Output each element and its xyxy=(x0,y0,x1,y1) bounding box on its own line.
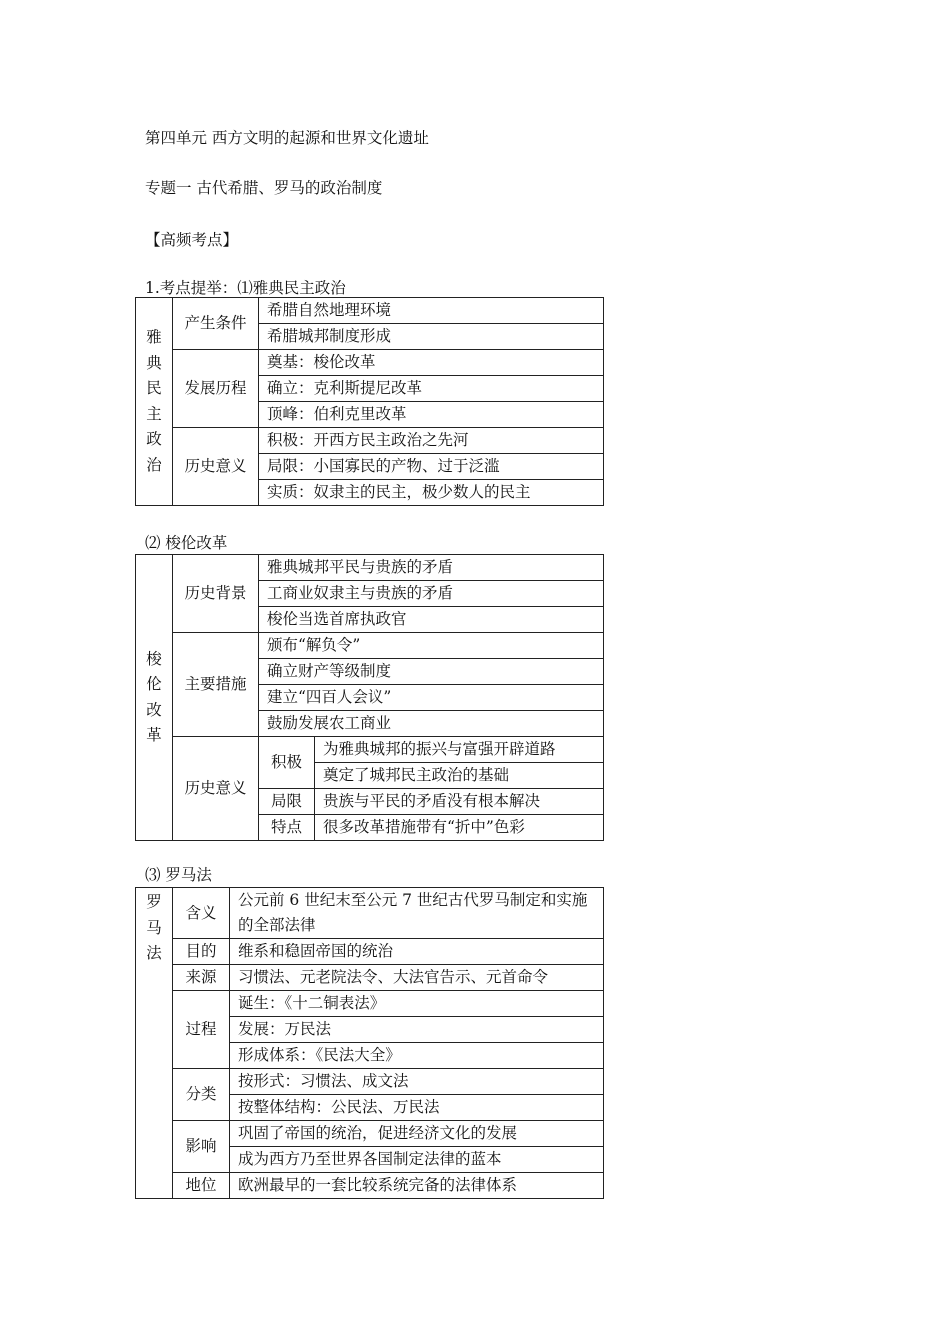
section-label: 【高频考点】 xyxy=(145,231,239,249)
table-cell: 很多改革措施带有“折中”色彩 xyxy=(315,815,604,841)
table-cell: 鼓励发展农工商业 xyxy=(259,711,604,737)
table-cell: 颁布“解负令” xyxy=(259,633,604,659)
table-cell: 诞生：《十二铜表法》 xyxy=(230,991,604,1017)
table-cell: 习惯法、元老院法令、大法官告示、元首命令 xyxy=(230,965,604,991)
sub-label: 局限 xyxy=(259,789,315,815)
table-cell: 贵族与平民的矛盾没有根本解决 xyxy=(315,789,604,815)
table-cell: 奠定了城邦民主政治的基础 xyxy=(315,763,604,789)
table-cell: 维系和稳固帝国的统治 xyxy=(230,939,604,965)
table-cell: 积极：开西方民主政治之先河 xyxy=(259,428,604,454)
table-cell: 奠基：梭伦改革 xyxy=(259,350,604,376)
group-label: 来源 xyxy=(173,965,230,991)
table-cell: 确立：克利斯提尼改革 xyxy=(259,376,604,402)
sub-label: 特点 xyxy=(259,815,315,841)
table-cell: 建立“四百人会议” xyxy=(259,685,604,711)
group-label: 主要措施 xyxy=(173,633,259,737)
group-label: 历史意义 xyxy=(173,737,259,841)
table-cell: 雅典城邦平民与贵族的矛盾 xyxy=(259,555,604,581)
athens-side-label: 雅 典 民 主 政 治 xyxy=(136,298,173,506)
table-cell: 按形式：习惯法、成文法 xyxy=(230,1069,604,1095)
table-cell: 为雅典城邦的振兴与富强开辟道路 xyxy=(315,737,604,763)
group-label: 含义 xyxy=(173,888,230,939)
group-label: 产生条件 xyxy=(173,298,259,350)
table-cell: 顶峰：伯利克里改革 xyxy=(259,402,604,428)
table-cell: 实质：奴隶主的民主，极少数人的民主 xyxy=(259,480,604,506)
point-title: 1.考点提举：⑴雅典民主政治 xyxy=(145,279,346,297)
roman-law-table xyxy=(135,887,604,1199)
group-label: 过程 xyxy=(173,991,230,1069)
table-cell: 巩固了帝国的统治，促进经济文化的发展 xyxy=(230,1121,604,1147)
table-cell: 欧洲最早的一套比较系统完备的法律体系 xyxy=(230,1173,604,1199)
solon-side-label: 梭 伦 改 革 xyxy=(136,555,173,841)
solon-reform-table xyxy=(135,554,604,841)
table-cell: 形成体系：《民法大全》 xyxy=(230,1043,604,1069)
table-cell: 确立财产等级制度 xyxy=(259,659,604,685)
topic-title: 专题一 古代希腊、罗马的政治制度 xyxy=(145,179,383,197)
roman-side-label: 罗 马 法 xyxy=(136,888,173,1199)
group-label: 目的 xyxy=(173,939,230,965)
solon-title: ⑵ 梭伦改革 xyxy=(145,534,228,552)
group-label: 发展历程 xyxy=(173,350,259,428)
roman-title: ⑶ 罗马法 xyxy=(145,866,212,884)
table-cell: 梭伦当选首席执政官 xyxy=(259,607,604,633)
group-label: 历史背景 xyxy=(173,555,259,633)
group-label: 历史意义 xyxy=(173,428,259,506)
group-label: 地位 xyxy=(173,1173,230,1199)
athens-democracy-table xyxy=(135,297,604,506)
table-cell: 局限：小国寡民的产物、过于泛滥 xyxy=(259,454,604,480)
table-cell: 公元前 6 世纪末至公元 7 世纪古代罗马制定和实施的全部法律 xyxy=(230,888,604,939)
table-cell: 工商业奴隶主与贵族的矛盾 xyxy=(259,581,604,607)
table-cell: 发展：万民法 xyxy=(230,1017,604,1043)
unit-title: 第四单元 西方文明的起源和世界文化遗址 xyxy=(145,129,429,147)
sub-label: 积极 xyxy=(259,737,315,789)
table-cell: 按整体结构：公民法、万民法 xyxy=(230,1095,604,1121)
group-label: 影响 xyxy=(173,1121,230,1173)
table-cell: 希腊自然地理环境 xyxy=(259,298,604,324)
group-label: 分类 xyxy=(173,1069,230,1121)
table-cell: 成为西方乃至世界各国制定法律的蓝本 xyxy=(230,1147,604,1173)
table-cell: 希腊城邦制度形成 xyxy=(259,324,604,350)
